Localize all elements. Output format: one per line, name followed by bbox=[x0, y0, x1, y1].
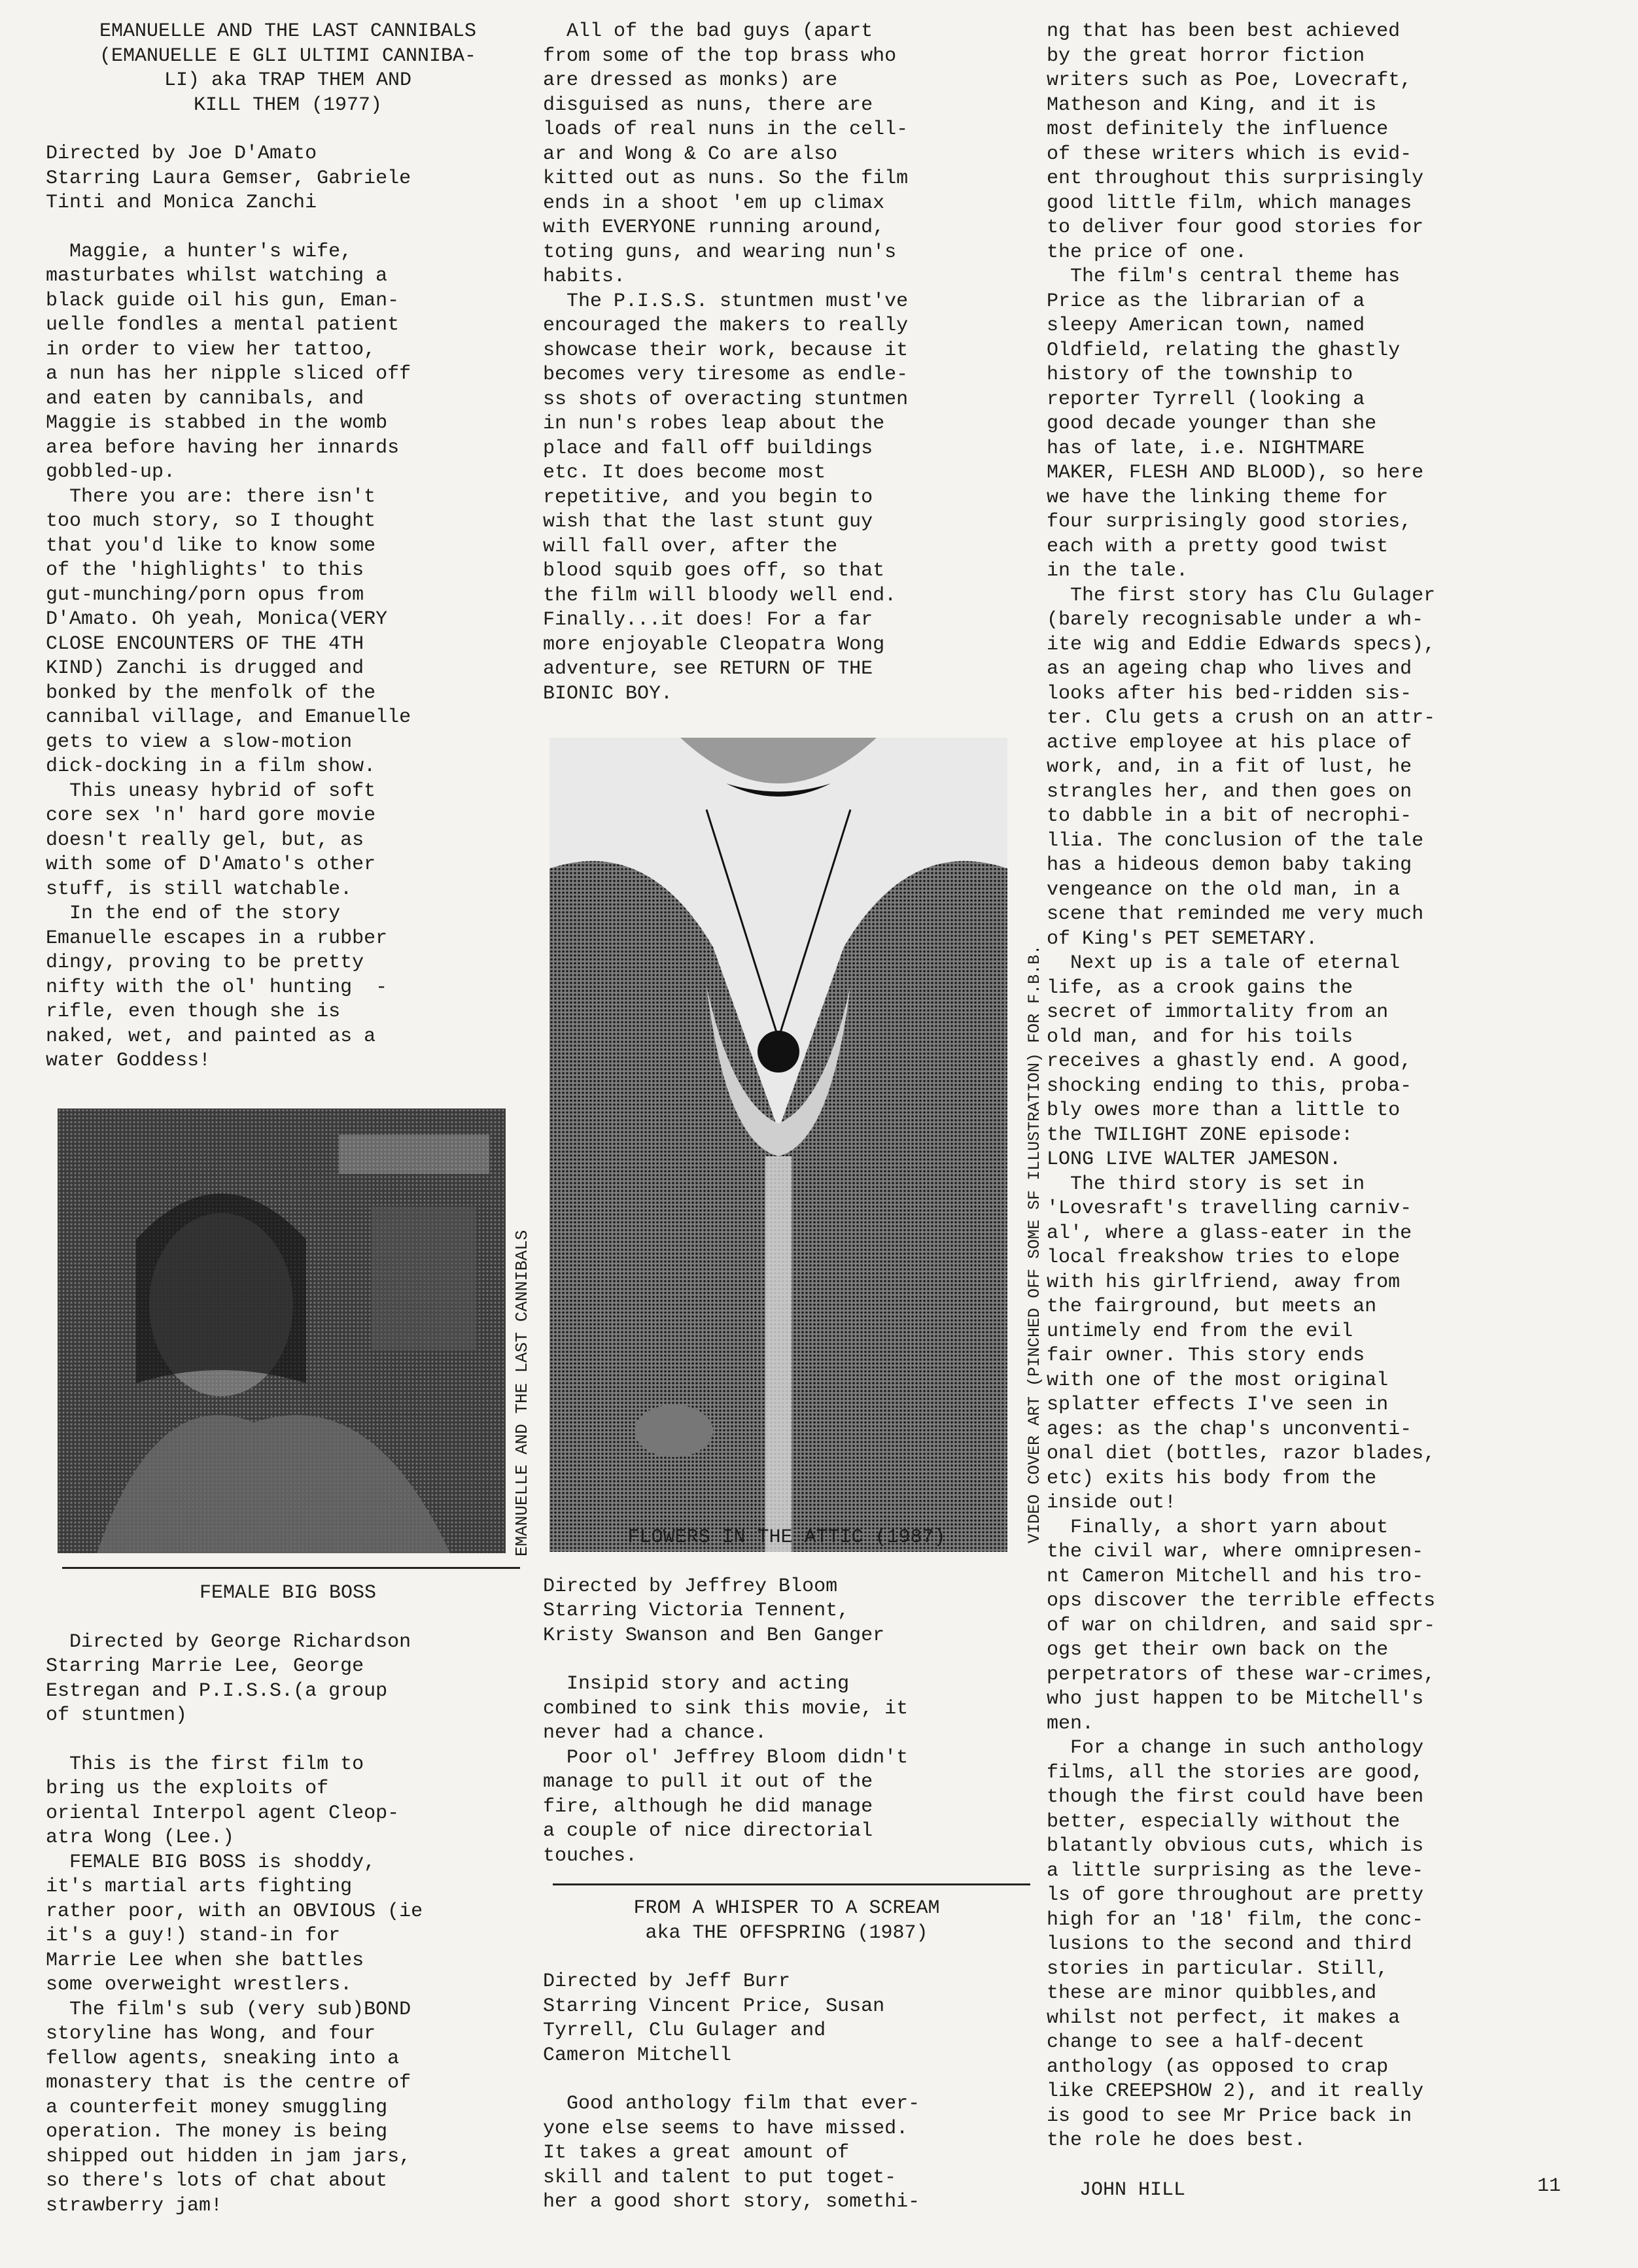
text-line: D'Amato. Oh yeah, Monica(VERY bbox=[46, 608, 388, 630]
column-1 bbox=[46, 20, 530, 1074]
credit-line: Cameron Mitchell bbox=[543, 2044, 732, 2067]
text-line: splatter effects I've seen in bbox=[1047, 1394, 1389, 1416]
title-line: aka THE OFFSPRING (1987) bbox=[645, 1921, 928, 1944]
text-line: For a change in such anthology bbox=[1047, 1737, 1424, 1759]
text-line: some overweight wrestlers. bbox=[46, 1974, 353, 1996]
text-line: untimely end from the evil bbox=[1047, 1320, 1353, 1343]
text-line: a little surprising as the leve- bbox=[1047, 1859, 1424, 1882]
divider-col1 bbox=[62, 1567, 520, 1569]
text-line: local freakshow tries to elope bbox=[1047, 1246, 1401, 1269]
text-line: whilst not perfect, it makes a bbox=[1047, 2006, 1401, 2029]
text-line: llia. The conclusion of the tale bbox=[1047, 829, 1424, 852]
text-line: films, all the stories are good, bbox=[1047, 1761, 1424, 1784]
text-line: the film will bloody well end. bbox=[543, 584, 897, 607]
text-line: masturbates whilst watching a bbox=[46, 265, 388, 287]
text-line: looks after his bed-ridden sis- bbox=[1047, 682, 1412, 705]
article-body-flowers-in-the-attic bbox=[543, 1672, 1030, 1868]
text-line: nt Cameron Mitchell and his tro- bbox=[1047, 1565, 1424, 1588]
text-line: the role he does best. bbox=[1047, 2129, 1306, 2152]
credit-line: Directed by George Richardson bbox=[46, 1630, 411, 1653]
text-line: This is the first film to bbox=[46, 1753, 364, 1776]
text-line: with his girlfriend, away from bbox=[1047, 1271, 1401, 1294]
text-line: ages: as the chap's unconventi- bbox=[1047, 1418, 1412, 1441]
author-signature: JOHN HILL bbox=[1079, 2179, 1186, 2201]
text-line: It takes a great amount of bbox=[543, 2142, 850, 2164]
text-line: we have the linking theme for bbox=[1047, 486, 1389, 509]
text-line: never had a chance. bbox=[543, 1722, 767, 1744]
text-line: ter. Clu gets a crush on an attr- bbox=[1047, 707, 1436, 729]
text-line: to dabble in a bit of necrophi- bbox=[1047, 805, 1412, 827]
text-line: disguised as nuns, there are bbox=[543, 94, 873, 116]
text-line: strawberry jam! bbox=[46, 2194, 223, 2217]
text-line: There you are: there isn't bbox=[46, 485, 376, 508]
text-line: loads of real nuns in the cell- bbox=[543, 118, 909, 141]
text-line: wish that the last stunt guy bbox=[543, 511, 873, 533]
text-line: receives a ghastly end. A good, bbox=[1047, 1050, 1412, 1073]
text-line: ent throughout this surprisingly bbox=[1047, 167, 1424, 190]
text-line: Marrie Lee when she battles bbox=[46, 1949, 364, 1972]
text-line: ite wig and Eddie Edwards specs), bbox=[1047, 633, 1436, 656]
text-line: ops discover the terrible effects bbox=[1047, 1590, 1436, 1612]
section-title-whisper-to-a-scream bbox=[543, 1897, 1030, 1946]
text-line: ends in a shoot 'em up climax bbox=[543, 192, 885, 215]
text-line: showcase their work, because it bbox=[543, 339, 909, 362]
text-line: a counterfeit money smuggling bbox=[46, 2096, 388, 2119]
credit-line: Tinti and Monica Zanchi bbox=[46, 192, 317, 214]
text-line: ng that has been best achieved bbox=[1047, 20, 1401, 43]
text-line: bly owes more than a little to bbox=[1047, 1099, 1401, 1122]
text-line: blatantly obvious cuts, which is bbox=[1047, 1835, 1424, 1857]
text-line: a couple of nice directorial bbox=[543, 1820, 873, 1842]
article-body-whisper-cont bbox=[1047, 20, 1583, 2154]
text-line: anthology (as opposed to crap bbox=[1047, 2055, 1389, 2078]
text-line: fire, although he did manage bbox=[543, 1795, 873, 1818]
text-line: work, and, in a fit of lust, he bbox=[1047, 756, 1412, 778]
text-line: so there's lots of chat about bbox=[46, 2170, 388, 2192]
text-line: Finally, a short yarn about bbox=[1047, 1516, 1389, 1539]
text-line: vengeance on the old man, in a bbox=[1047, 878, 1401, 901]
text-line: operation. The money is being bbox=[46, 2121, 388, 2143]
credit-line: Starring Vincent Price, Susan bbox=[543, 1995, 885, 2018]
text-line: with some of D'Amato's other bbox=[46, 853, 376, 876]
text-line: in order to view her tattoo, bbox=[46, 338, 376, 361]
text-line: kitted out as nuns. So the film bbox=[543, 167, 909, 190]
text-line: dingy, proving to be pretty bbox=[46, 952, 364, 974]
text-line: encouraged the makers to really bbox=[543, 315, 909, 337]
text-line: reporter Tyrrell (looking a bbox=[1047, 388, 1365, 411]
text-line: shocking ending to this, proba- bbox=[1047, 1074, 1412, 1097]
text-line: the fairground, but meets an bbox=[1047, 1296, 1377, 1318]
text-line: a nun has her nipple sliced off bbox=[46, 363, 411, 385]
text-line: has a hideous demon baby taking bbox=[1047, 854, 1412, 876]
text-line: good little film, which manages bbox=[1047, 192, 1412, 215]
text-line: onal diet (bottles, razor blades, bbox=[1047, 1443, 1436, 1465]
text-line: Poor ol' Jeffrey Bloom didn't bbox=[543, 1746, 909, 1769]
text-line: from some of the top brass who bbox=[543, 44, 897, 67]
text-line: BIONIC BOY. bbox=[543, 682, 673, 705]
text-line: most definitely the influence bbox=[1047, 118, 1389, 141]
text-line: rather poor, with an OBVIOUS (ie bbox=[46, 1900, 423, 1923]
text-line: with one of the most original bbox=[1047, 1369, 1389, 1392]
text-line: The film's sub (very sub)BOND bbox=[46, 1998, 411, 2021]
text-line: fair owner. This story ends bbox=[1047, 1345, 1365, 1367]
text-line: FEMALE BIG BOSS is shoddy, bbox=[46, 1851, 376, 1874]
credit-line: Directed by Jeffrey Bloom bbox=[543, 1575, 838, 1598]
text-line: has of late, i.e. NIGHTMARE bbox=[1047, 437, 1365, 460]
text-line: monastery that is the centre of bbox=[46, 2072, 411, 2094]
section-title-flowers-in-the-attic: FLOWERS IN THE ATTIC (1987) bbox=[627, 1526, 946, 1549]
text-line: ss shots of overacting stuntmen bbox=[543, 388, 909, 411]
text-line: the civil war, where omnipresen- bbox=[1047, 1541, 1424, 1563]
credit-line: Kristy Swanson and Ben Ganger bbox=[543, 1624, 885, 1647]
text-line: four surprisingly good stories, bbox=[1047, 511, 1412, 533]
text-line: more enjoyable Cleopatra Wong bbox=[543, 633, 885, 656]
text-line: adventure, see RETURN OF THE bbox=[543, 658, 873, 680]
text-line: inside out! bbox=[1047, 1492, 1177, 1514]
text-line: too much story, so I thought bbox=[46, 510, 376, 532]
text-line: nifty with the ol' hunting - bbox=[46, 976, 388, 999]
text-line: LONG LIVE WALTER JAMESON. bbox=[1047, 1148, 1342, 1171]
video-cover-illustration bbox=[549, 738, 1007, 1552]
text-line: becomes very tiresome as endle- bbox=[543, 364, 909, 386]
text-line: of these writers which is evid- bbox=[1047, 143, 1412, 165]
text-line: life, as a crook gains the bbox=[1047, 976, 1353, 999]
text-line: water Goddess! bbox=[46, 1050, 211, 1072]
text-line: cannibal village, and Emanuelle bbox=[46, 706, 411, 729]
text-line: KIND) Zanchi is drugged and bbox=[46, 657, 364, 679]
text-line: of King's PET SEMETARY. bbox=[1047, 927, 1318, 950]
text-line: who just happen to be Mitchell's bbox=[1047, 1688, 1424, 1710]
text-line: Good anthology film that ever- bbox=[543, 2093, 920, 2115]
credit-line: of stuntmen) bbox=[46, 1704, 188, 1727]
article-body-female-big-boss-cont bbox=[543, 20, 1030, 706]
section-title-female-big-boss: FEMALE BIG BOSS bbox=[199, 1582, 377, 1604]
text-line: history of the township to bbox=[1047, 364, 1353, 386]
text-line: these are minor quibbles,and bbox=[1047, 1982, 1377, 2004]
text-line: Maggie, a hunter's wife, bbox=[46, 240, 353, 263]
text-line: etc. It does become most bbox=[543, 462, 826, 484]
credit-line: Starring Laura Gemser, Gabriele bbox=[46, 167, 411, 190]
text-line: oriental Interpol agent Cleop- bbox=[46, 1802, 400, 1825]
text-line: doesn't really gel, but, as bbox=[46, 829, 364, 851]
credit-line: Directed by Jeff Burr bbox=[543, 1970, 791, 1993]
title-line: KILL THEM (1977) bbox=[193, 94, 383, 116]
text-line: with EVERYONE running around, bbox=[543, 216, 885, 239]
text-line: Emanuelle escapes in a rubber bbox=[46, 927, 388, 950]
title-line: LI) aka TRAP THEM AND bbox=[164, 69, 412, 92]
credit-line: Starring Victoria Tennent, bbox=[543, 1600, 850, 1622]
text-line: scene that reminded me very much bbox=[1047, 903, 1424, 925]
text-line: habits. bbox=[543, 266, 626, 288]
text-line: The P.I.S.S. stuntmen must've bbox=[543, 290, 909, 313]
text-line: secret of immortality from an bbox=[1047, 1001, 1389, 1023]
text-line: perpetrators of these war-crimes, bbox=[1047, 1663, 1436, 1686]
page-number: 11 bbox=[1537, 2175, 1561, 2197]
text-line: repetitive, and you begin to bbox=[543, 486, 873, 509]
text-line: writers such as Poe, Lovecraft, bbox=[1047, 69, 1412, 92]
text-line: atra Wong (Lee.) bbox=[46, 1827, 235, 1849]
title-line: FROM A WHISPER TO A SCREAM bbox=[633, 1897, 940, 1919]
text-line: All of the bad guys (apart bbox=[543, 20, 873, 43]
text-line: like CREEPSHOW 2), and it really bbox=[1047, 2080, 1424, 2103]
text-line: naked, wet, and painted as a bbox=[46, 1025, 376, 1048]
text-line: of war on children, and said spr- bbox=[1047, 1614, 1436, 1637]
text-line: bonked by the menfolk of the bbox=[46, 681, 376, 704]
text-line: gut-munching/porn opus from bbox=[46, 583, 364, 606]
text-line: Maggie is stabbed in the womb bbox=[46, 412, 388, 434]
text-line: will fall over, after the bbox=[543, 535, 838, 558]
column-2-lower-2 bbox=[543, 1897, 1030, 2215]
article-body-female-big-boss bbox=[46, 1753, 530, 2219]
divider-col2 bbox=[553, 1883, 1030, 1885]
text-line: The film's central theme has bbox=[1047, 266, 1401, 288]
text-line: lusions to the second and third bbox=[1047, 1933, 1412, 1955]
text-line: skill and talent to put toget- bbox=[543, 2166, 897, 2189]
text-line: stories in particular. Still, bbox=[1047, 1957, 1389, 1980]
text-line: manage to pull it out of the bbox=[543, 1771, 873, 1793]
text-line: blood squib goes off, so that bbox=[543, 560, 885, 582]
text-line: the price of one. bbox=[1047, 241, 1247, 264]
text-line: CLOSE ENCOUNTERS OF THE 4TH bbox=[46, 632, 364, 655]
credits-emanuelle bbox=[46, 142, 530, 216]
text-line: men. bbox=[1047, 1712, 1094, 1735]
text-line: active employee at his place of bbox=[1047, 731, 1412, 754]
text-line: Next up is a tale of eternal bbox=[1047, 952, 1401, 974]
text-line: rifle, even though she is bbox=[46, 1001, 341, 1023]
credit-line: Directed by Joe D'Amato bbox=[46, 143, 317, 165]
text-line: that you'd like to know some bbox=[46, 534, 376, 557]
text-line: core sex 'n' hard gore movie bbox=[46, 804, 376, 827]
text-line: shipped out hidden in jam jars, bbox=[46, 2145, 411, 2168]
title-line: EMANUELLE AND THE LAST CANNIBALS bbox=[99, 20, 477, 43]
text-line: Finally...it does! For a far bbox=[543, 609, 873, 631]
text-line: yone else seems to have missed. bbox=[543, 2117, 909, 2140]
text-line: al', where a glass-eater in the bbox=[1047, 1222, 1412, 1245]
text-line: though the first could have been bbox=[1047, 1786, 1424, 1808]
credit-line: Tyrrell, Clu Gulager and bbox=[543, 2019, 826, 2042]
text-line: In the end of the story bbox=[46, 902, 341, 925]
text-line: it's a guy!) stand-in for bbox=[46, 1925, 341, 1947]
text-line: gets to view a slow-motion bbox=[46, 730, 353, 753]
text-line: of the 'highlights' to this bbox=[46, 559, 364, 581]
text-line: Price as the librarian of a bbox=[1047, 290, 1365, 313]
text-line: in the tale. bbox=[1047, 560, 1189, 582]
text-line: Insipid story and acting bbox=[543, 1673, 850, 1695]
text-line: Oldfield, relating the ghastly bbox=[1047, 339, 1401, 362]
emanuelle-photo bbox=[58, 1108, 506, 1553]
text-line: bring us the exploits of bbox=[46, 1778, 329, 1800]
text-line: black guide oil his gun, Eman- bbox=[46, 289, 400, 312]
credits-female-big-boss bbox=[46, 1630, 530, 1728]
text-line: it's martial arts fighting bbox=[46, 1876, 353, 1898]
text-line: MAKER, FLESH AND BLOOD), so here bbox=[1047, 462, 1424, 484]
credit-line: Starring Marrie Lee, George bbox=[46, 1655, 364, 1677]
text-line: by the great horror fiction bbox=[1047, 44, 1365, 67]
text-line: change to see a half-decent bbox=[1047, 2031, 1365, 2053]
column-2 bbox=[543, 20, 1030, 706]
text-line: The third story is set in bbox=[1047, 1173, 1365, 1195]
column-3 bbox=[1047, 20, 1583, 2154]
text-line: ls of gore throughout are pretty bbox=[1047, 1884, 1424, 1906]
text-line: are dressed as monks) are bbox=[543, 69, 838, 92]
text-line: better, especially without the bbox=[1047, 1810, 1401, 1833]
article-body-emanuelle bbox=[46, 240, 530, 1074]
text-line: the TWILIGHT ZONE episode: bbox=[1047, 1124, 1353, 1146]
text-line: strangles her, and then goes on bbox=[1047, 780, 1412, 803]
text-line: ar and Wong & Co are also bbox=[543, 143, 838, 165]
article-title-emanuelle bbox=[46, 20, 530, 118]
text-line: old man, and for his toils bbox=[1047, 1025, 1353, 1048]
text-line: sleepy American town, named bbox=[1047, 315, 1365, 337]
text-line: The first story has Clu Gulager bbox=[1047, 584, 1436, 607]
text-line: each with a pretty good twist bbox=[1047, 535, 1389, 558]
credit-line: Estregan and P.I.S.S.(a group bbox=[46, 1679, 388, 1702]
text-line: her a good short story, somethi- bbox=[543, 2191, 920, 2213]
text-line: good decade younger than she bbox=[1047, 413, 1377, 435]
text-line: combined to sink this movie, it bbox=[543, 1697, 909, 1720]
text-line: dick-docking in a film show. bbox=[46, 755, 376, 778]
text-line: storyline has Wong, and four bbox=[46, 2023, 376, 2045]
text-line: This uneasy hybrid of soft bbox=[46, 780, 376, 802]
column-1-lower bbox=[46, 1581, 530, 2218]
text-line: toting guns, and wearing nun's bbox=[543, 241, 897, 264]
text-line: stuff, is still watchable. bbox=[46, 878, 353, 901]
emanuelle-photo-caption: EMANUELLE AND THE LAST CANNIBALS bbox=[512, 1229, 532, 1556]
text-line: high for an '18' film, the conc- bbox=[1047, 1908, 1424, 1931]
text-line: is good to see Mr Price back in bbox=[1047, 2105, 1412, 2127]
illustration-caption: VIDEO COVER ART (PINCHED OFF SOME SF ILLUSTRATION) FOR F.B.B. bbox=[1025, 944, 1044, 1543]
text-line: to deliver four good stories for bbox=[1047, 216, 1424, 239]
text-line: gobbled-up. bbox=[46, 461, 176, 483]
article-body-whisper-to-a-scream bbox=[543, 2092, 1030, 2215]
text-line: and eaten by cannibals, and bbox=[46, 387, 364, 410]
text-line: uelle fondles a mental patient bbox=[46, 314, 400, 336]
credits-whisper-to-a-scream bbox=[543, 1970, 1030, 2068]
text-line: touches. bbox=[543, 1844, 638, 1867]
title-line: (EMANUELLE E GLI ULTIMI CANNIBA- bbox=[99, 44, 477, 67]
credits-flowers-in-the-attic bbox=[543, 1575, 1030, 1649]
text-line: place and fall off buildings bbox=[543, 437, 873, 460]
text-line: 'Lovesraft's travelling carniv- bbox=[1047, 1197, 1412, 1220]
text-line: ogs get their own back on the bbox=[1047, 1639, 1389, 1661]
text-line: as an ageing chap who lives and bbox=[1047, 658, 1412, 680]
text-line: Matheson and King, and it is bbox=[1047, 94, 1377, 116]
text-line: etc) exits his body from the bbox=[1047, 1467, 1377, 1490]
text-line: in nun's robes leap about the bbox=[543, 413, 885, 435]
column-2-lower bbox=[543, 1526, 1030, 1868]
text-line: area before having her innards bbox=[46, 436, 400, 459]
text-line: (barely recognisable under a wh- bbox=[1047, 609, 1424, 631]
text-line: fellow agents, sneaking into a bbox=[46, 2047, 400, 2070]
